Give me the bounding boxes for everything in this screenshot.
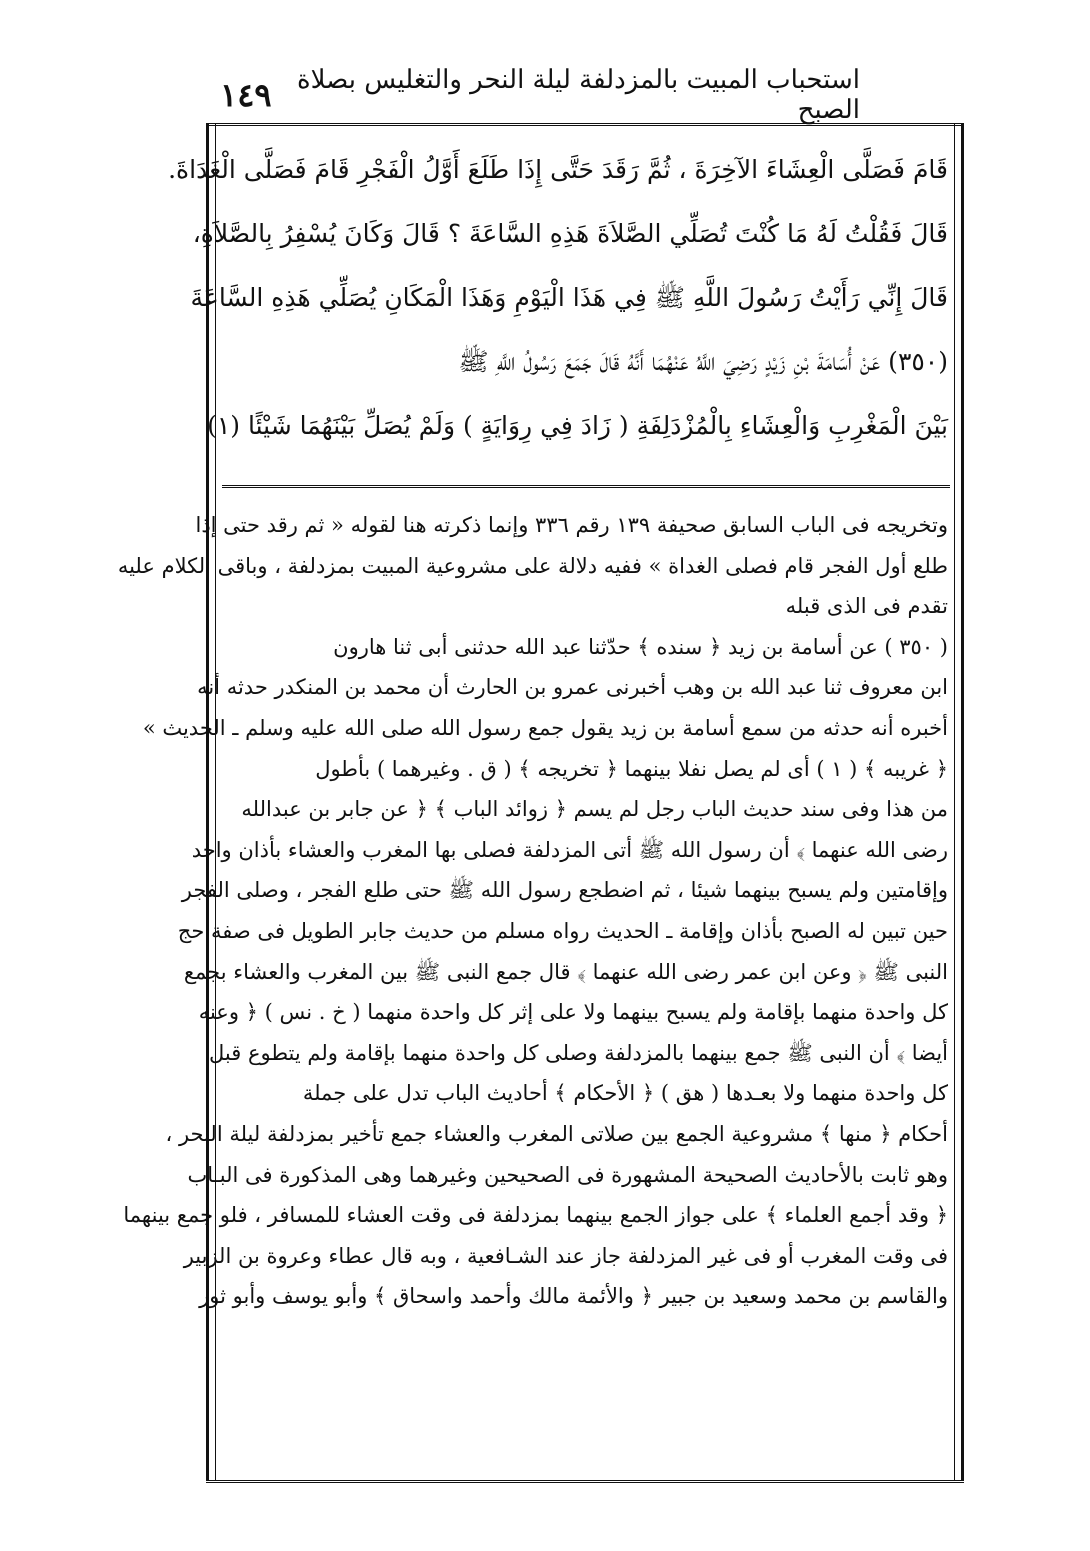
commentary-line: حين تبين له الصبح بأذان وإقامة ـ الحديث رواه مسلم من حديث جابر الطويل فى صفة حج <box>177 918 948 943</box>
hadith-line: قَالَ إِنِّي رَأَيْتُ رَسُولَ اللَّهِ ﷺ فِي هَذَا الْيَوْمِ وَهَذَا الْمَكَانِ يُصَلِّي هَذِهِ السَّاعَةَ <box>190 283 948 312</box>
commentary-line: النبى ﷺ ﴿ وعن ابن عمر رضى الله عنهما ﴾ قال جمع النبى ﷺ بين المغرب والعشاء بجمع <box>183 959 948 984</box>
commentary-line: ( ٣٥٠ ) عن أسامة بن زيد ﴿ سنده ﴾ حدّثنا عبد الله حدثنى أبى ثنا هارون <box>333 634 948 659</box>
commentary-line: والقاسم بن محمد وسعيد بن جبير ﴿ والأئمة مالك وأحمد واسحاق ﴾ وأبو يوسف وأبو ثور <box>199 1284 948 1309</box>
hadith-text <box>168 138 948 458</box>
commentary-line: رضى الله عنهما ﴾ أن رسول الله ﷺ أتى المزدلفة فصلى بها المغرب والعشاء بأذان واحد <box>191 837 948 862</box>
commentary-line: أيضا ﴾ أن النبى ﷺ جمع بينهما بالمزدلفة وصلى كل واحدة منهما بإقامة ولم يتطوع قبل <box>208 1040 948 1065</box>
commentary-line: تقدم فى الذى قبله <box>785 594 948 619</box>
commentary-text <box>117 505 948 1317</box>
commentary-line: كل واحدة منهما ولا بعـدها ( هق ) ﴿ الأحكام ﴾ أحاديث الباب تدل على جملة <box>302 1081 948 1106</box>
commentary-line: ﴿ غريبه ﴾ ( ١ ) أى لم يصل نفلا بينهما ﴿ تخريجه ﴾ ( ق . وغيرهما ) بأطول <box>315 756 948 781</box>
hadith-line: قَامَ فَصَلَّى الْعِشَاءَ الآخِرَةَ ، ثُمَّ رَقَدَ حَتَّى إِذَا طَلَعَ أَوَّلُ الْفَجْرِ قَامَ فَصَلَّى الْغَدَاةَ. <box>168 155 948 184</box>
commentary-line: فى وقت المغرب أو فى غير المزدلفة جاز عند الشـافعية ، وبه قال عطاء وعروة بن الزبير <box>183 1243 948 1268</box>
commentary-line: أحكام ﴿ منها ﴾ مشروعية الجمع بين صلاتى المغرب والعشاء جمع تأخير بمزدلفة ليلة النحر ، <box>165 1121 948 1146</box>
commentary-line: ﴿ وقد أجمع العلماء ﴾ على جواز الجمع بينهما بمزدلفة فى وقت العشاء للمسافر ، فلو جمع بينهما <box>123 1203 948 1228</box>
hadith-line: قَالَ فَقُلْتُ لَهُ مَا كُنْتَ تُصَلِّي الصَّلاَةَ هَذِهِ السَّاعَةَ ؟ قَالَ وَكَانَ يُسْفِرُ بِالصَّلاَةِ، <box>192 219 948 248</box>
bottom-border-rule <box>206 1480 964 1483</box>
page-number: ١٤٩ <box>220 76 272 114</box>
hadith-line: (٣٥٠) عَنْ أُسَامَةَ بْنِ زَيْدٍ رَضِيَ اللَّهُ عَنْهُمَا أَنَّهُ قَالَ جَمَعَ رَسُولُ اللَّهِ ﷺ <box>458 347 948 376</box>
commentary-line: طلع أول الفجر قام فصلى الغداة » ففيه دلالة على مشروعية المبيت بمزدلفة ، وباقى الكلام عليه <box>117 553 948 578</box>
commentary-line: وإقامتين ولم يسبح بينهما شيئا ، ثم اضطجع رسول الله ﷺ حتى طلع الفجر ، وصلى الفجر <box>181 878 948 903</box>
commentary-line: وهو ثابت بالأحاديث الصحيحة المشهورة فى الصحيحين وغيرهما وهى المذكورة فى البـاب <box>187 1162 948 1187</box>
commentary-line: من هذا وفى سند حديث الباب رجل لم يسم ﴿ زوائد الباب ﴾ ﴿ عن جابر بن عبدالله <box>241 797 948 822</box>
running-title: استحباب المبيت بالمزدلفة ليلة النحر والتغليس بصلاة الصبح <box>297 65 860 125</box>
commentary-line: وتخريجه فى الباب السابق صحيفة ١٣٩ رقم ٣٣٦ وإنما ذكرته هنا لقوله « ثم رقد حتى إذا <box>195 513 948 537</box>
commentary-line: أخبره أنه حدثه من سمع أسامة بن زيد يقول جمع رسول الله صلى الله عليه وسلم ـ الحديث » <box>142 715 948 740</box>
commentary-line: كل واحدة منهما بإقامة ولم يسبح بينهما ولا على إثر كل واحدة منهما ( خ . نس ) ﴿ وعنه <box>198 1000 948 1025</box>
page-header <box>220 65 860 125</box>
hadith-line: بَيْنَ الْمَغْرِبِ وَالْعِشَاءِ بِالْمُزْدَلِفَةِ ( زَادَ فِي رِوَايَةٍ ) وَلَمْ يُصَلِّ بَيْنَهُمَا شَيْئًا (١) <box>207 411 948 440</box>
section-divider <box>222 485 950 488</box>
commentary-line: ابن معروف ثنا عبد الله بن وهب أخبرنى عمرو بن الحارث أن محمد بن المنكدر حدثه أنه <box>197 675 948 700</box>
